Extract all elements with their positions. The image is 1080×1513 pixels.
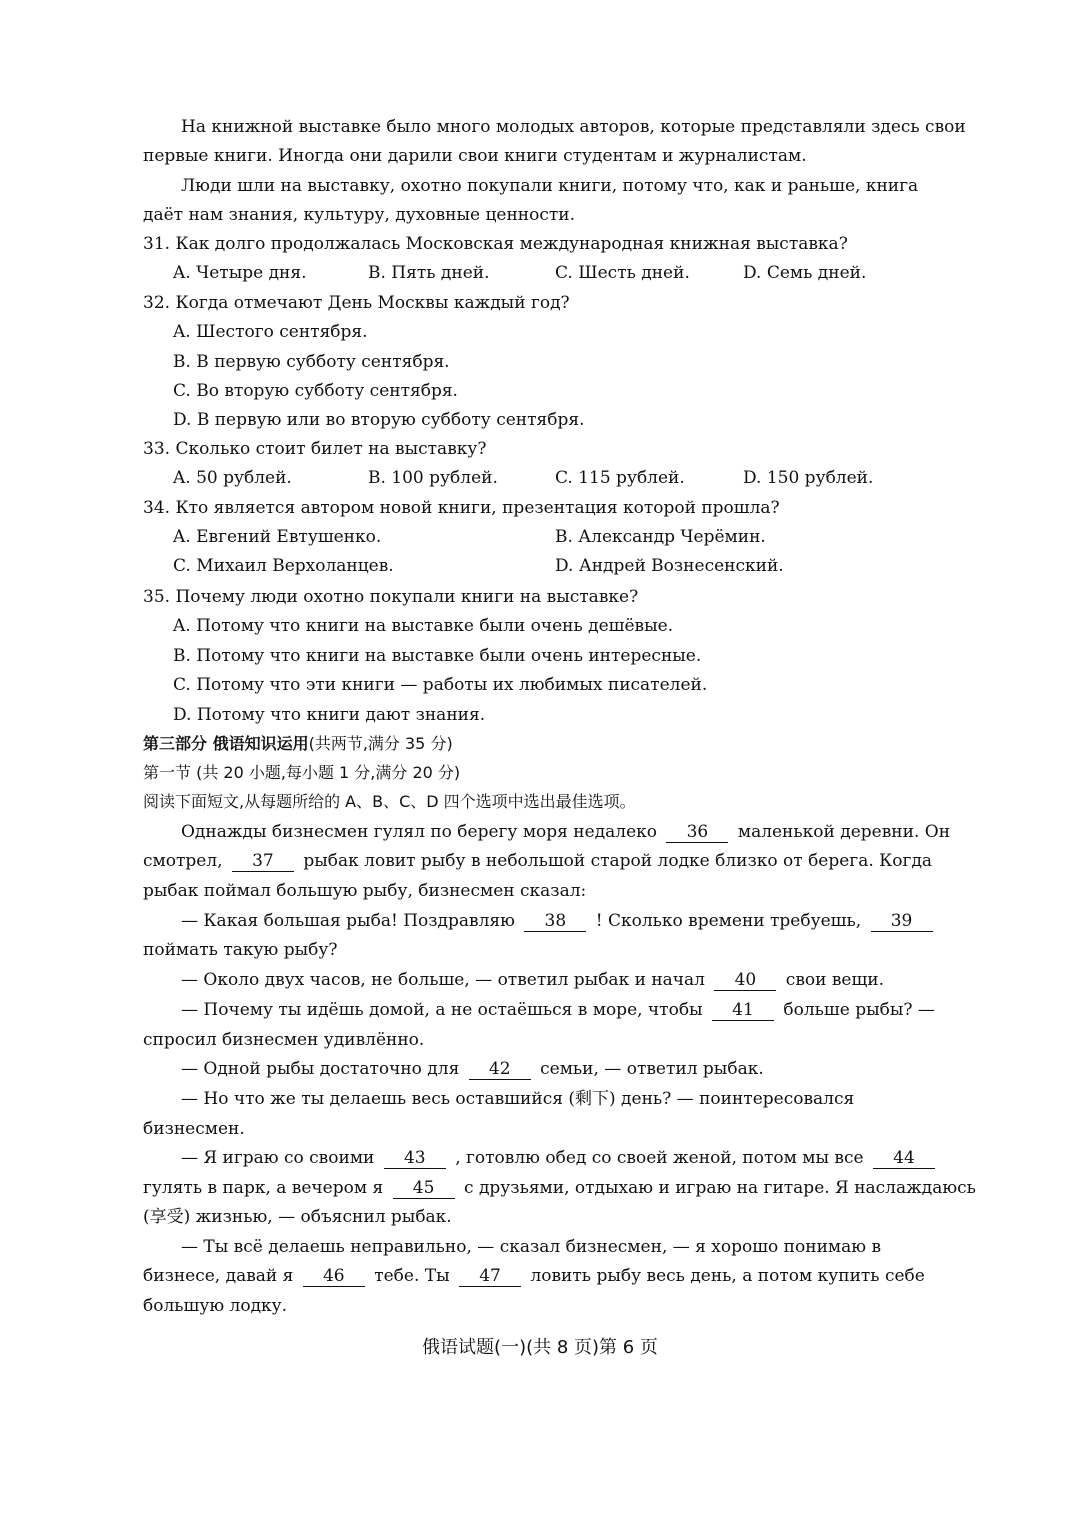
question-stem: 33. Сколько стоит билет на выставку?: [143, 439, 487, 459]
option[interactable]: A. Евгений Евтушенко.: [173, 527, 382, 547]
question-stem: 32. Когда отмечают День Москвы каждый год?: [143, 293, 570, 313]
blank-40[interactable]: 40: [714, 970, 776, 991]
cloze-line: поймать такую рыбу?: [143, 940, 338, 960]
cloze-line: [181, 821, 950, 843]
cloze-line: [181, 999, 935, 1021]
page-footer: 俄语试题(一)(共 8 页)第 6 页: [422, 1337, 658, 1358]
option[interactable]: A. 50 рублей.: [173, 468, 292, 488]
blank-36[interactable]: 36: [666, 822, 728, 843]
option[interactable]: A. Четыре дня.: [173, 263, 307, 283]
cloze-line: — Ты всё делаешь неправильно, — сказал бизнесмен, — я хорошо понимаю в: [181, 1237, 882, 1257]
cloze-line: — Но что же ты делаешь весь оставшийся (剩下) день? — поинтересовался: [181, 1089, 855, 1109]
blank-42[interactable]: 42: [469, 1059, 531, 1080]
blank-47[interactable]: 47: [459, 1266, 521, 1287]
cloze-line: [181, 910, 937, 932]
option[interactable]: C. Шесть дней.: [555, 263, 690, 283]
passage-line: На книжной выставке было много молодых авторов, которые представляли здесь свои: [181, 117, 966, 137]
cloze-text: гулять в парк, а вечером я: [143, 1178, 384, 1198]
cloze-line: большую лодку.: [143, 1296, 288, 1316]
subsection-heading: 第一节 (共 20 小题,每小题 1 分,满分 20 分): [143, 763, 461, 782]
blank-46[interactable]: 46: [303, 1266, 365, 1287]
cloze-text: тебе. Ты: [374, 1266, 450, 1286]
option[interactable]: A. Потому что книги на выставке были очень дешёвые.: [173, 616, 674, 636]
cloze-text: бизнесе, давай я: [143, 1266, 294, 1286]
option[interactable]: B. Александр Черёмин.: [555, 527, 766, 547]
blank-43[interactable]: 43: [384, 1148, 446, 1169]
cloze-line: [143, 1265, 925, 1287]
cloze-line: [143, 850, 932, 872]
cloze-text: Однажды бизнесмен гулял по берегу моря недалеко: [181, 822, 658, 842]
blank-37[interactable]: 37: [232, 851, 294, 872]
cloze-text: ловить рыбу весь день, а потом купить себе: [530, 1266, 925, 1286]
cloze-line: [181, 969, 884, 991]
question-stem: 31. Как долго продолжалась Московская международная книжная выставка?: [143, 234, 848, 254]
cloze-text: свои вещи.: [785, 970, 885, 990]
option[interactable]: C. Михаил Верхоланцев.: [173, 556, 394, 576]
cloze-line: [181, 1058, 764, 1080]
blank-39[interactable]: 39: [871, 911, 933, 932]
section-heading: [143, 733, 453, 755]
cloze-text: больше рыбы? —: [783, 1000, 935, 1020]
cloze-text: семьи, — ответил рыбак.: [540, 1059, 764, 1079]
passage-line: Люди шли на выставку, охотно покупали книги, потому что, как и раньше, книга: [181, 176, 919, 196]
cloze-text: маленькой деревни. Он: [737, 822, 951, 842]
cloze-text: — Почему ты идёшь домой, а не остаёшься в море, чтобы: [181, 1000, 703, 1020]
option[interactable]: D. Потому что книги дают знания.: [173, 705, 486, 725]
option[interactable]: B. Потому что книги на выставке были очень интересные.: [173, 646, 702, 666]
cloze-line: [181, 1147, 939, 1169]
option[interactable]: A. Шестого сентября.: [173, 322, 368, 342]
question-stem: 35. Почему люди охотно покупали книги на выставке?: [143, 587, 639, 607]
passage-line: первые книги. Иногда они дарили свои книги студентам и журналистам.: [143, 146, 807, 166]
option[interactable]: D. В первую или во вторую субботу сентября.: [173, 410, 585, 430]
blank-38[interactable]: 38: [524, 911, 586, 932]
option[interactable]: B. 100 рублей.: [368, 468, 498, 488]
blank-41[interactable]: 41: [712, 1000, 774, 1021]
cloze-text: — Какая большая рыба! Поздравляю: [181, 911, 515, 931]
option[interactable]: D. Семь дней.: [743, 263, 867, 283]
option[interactable]: C. 115 рублей.: [555, 468, 685, 488]
cloze-line: бизнесмен.: [143, 1119, 245, 1139]
option[interactable]: C. Потому что эти книги — работы их любимых писателей.: [173, 675, 708, 695]
passage-line: даёт нам знания, культуру, духовные ценности.: [143, 205, 576, 225]
option[interactable]: B. Пять дней.: [368, 263, 490, 283]
section-title: 第三部分 俄语知识运用: [143, 734, 309, 753]
cloze-line: [143, 1177, 976, 1199]
cloze-text: — Около двух часов, не больше, — ответил рыбак и начал: [181, 970, 705, 990]
section-title-note: (共两节,满分 35 分): [308, 734, 453, 753]
cloze-line: рыбак поймал большую рыбу, бизнесмен сказал:: [143, 881, 587, 901]
cloze-line: спросил бизнесмен удивлённо.: [143, 1030, 425, 1050]
option[interactable]: D. 150 рублей.: [743, 468, 874, 488]
cloze-text: , готовлю обед со своей женой, потом мы все: [455, 1148, 864, 1168]
option[interactable]: C. Во вторую субботу сентября.: [173, 381, 458, 401]
blank-44[interactable]: 44: [873, 1148, 935, 1169]
question-stem: 34. Кто является автором новой книги, презентация которой прошла?: [143, 498, 780, 518]
option[interactable]: B. В первую субботу сентября.: [173, 352, 450, 372]
cloze-text: ! Сколько времени требуешь,: [595, 911, 862, 931]
cloze-line: (享受) жизнью, — объяснил рыбак.: [143, 1207, 452, 1227]
cloze-text: — Одной рыбы достаточно для: [181, 1059, 460, 1079]
blank-45[interactable]: 45: [393, 1178, 455, 1199]
instruction: 阅读下面短文,从每题所给的 A、B、C、D 四个选项中选出最佳选项。: [143, 792, 636, 811]
cloze-text: смотрел,: [143, 851, 223, 871]
option[interactable]: D. Андрей Вознесенский.: [555, 556, 784, 576]
cloze-text: с друзьями, отдыхаю и играю на гитаре. Я наслаждаюсь: [464, 1178, 976, 1198]
cloze-text: — Я играю со своими: [181, 1148, 375, 1168]
cloze-text: рыбак ловит рыбу в небольшой старой лодке близко от берега. Когда: [303, 851, 933, 871]
